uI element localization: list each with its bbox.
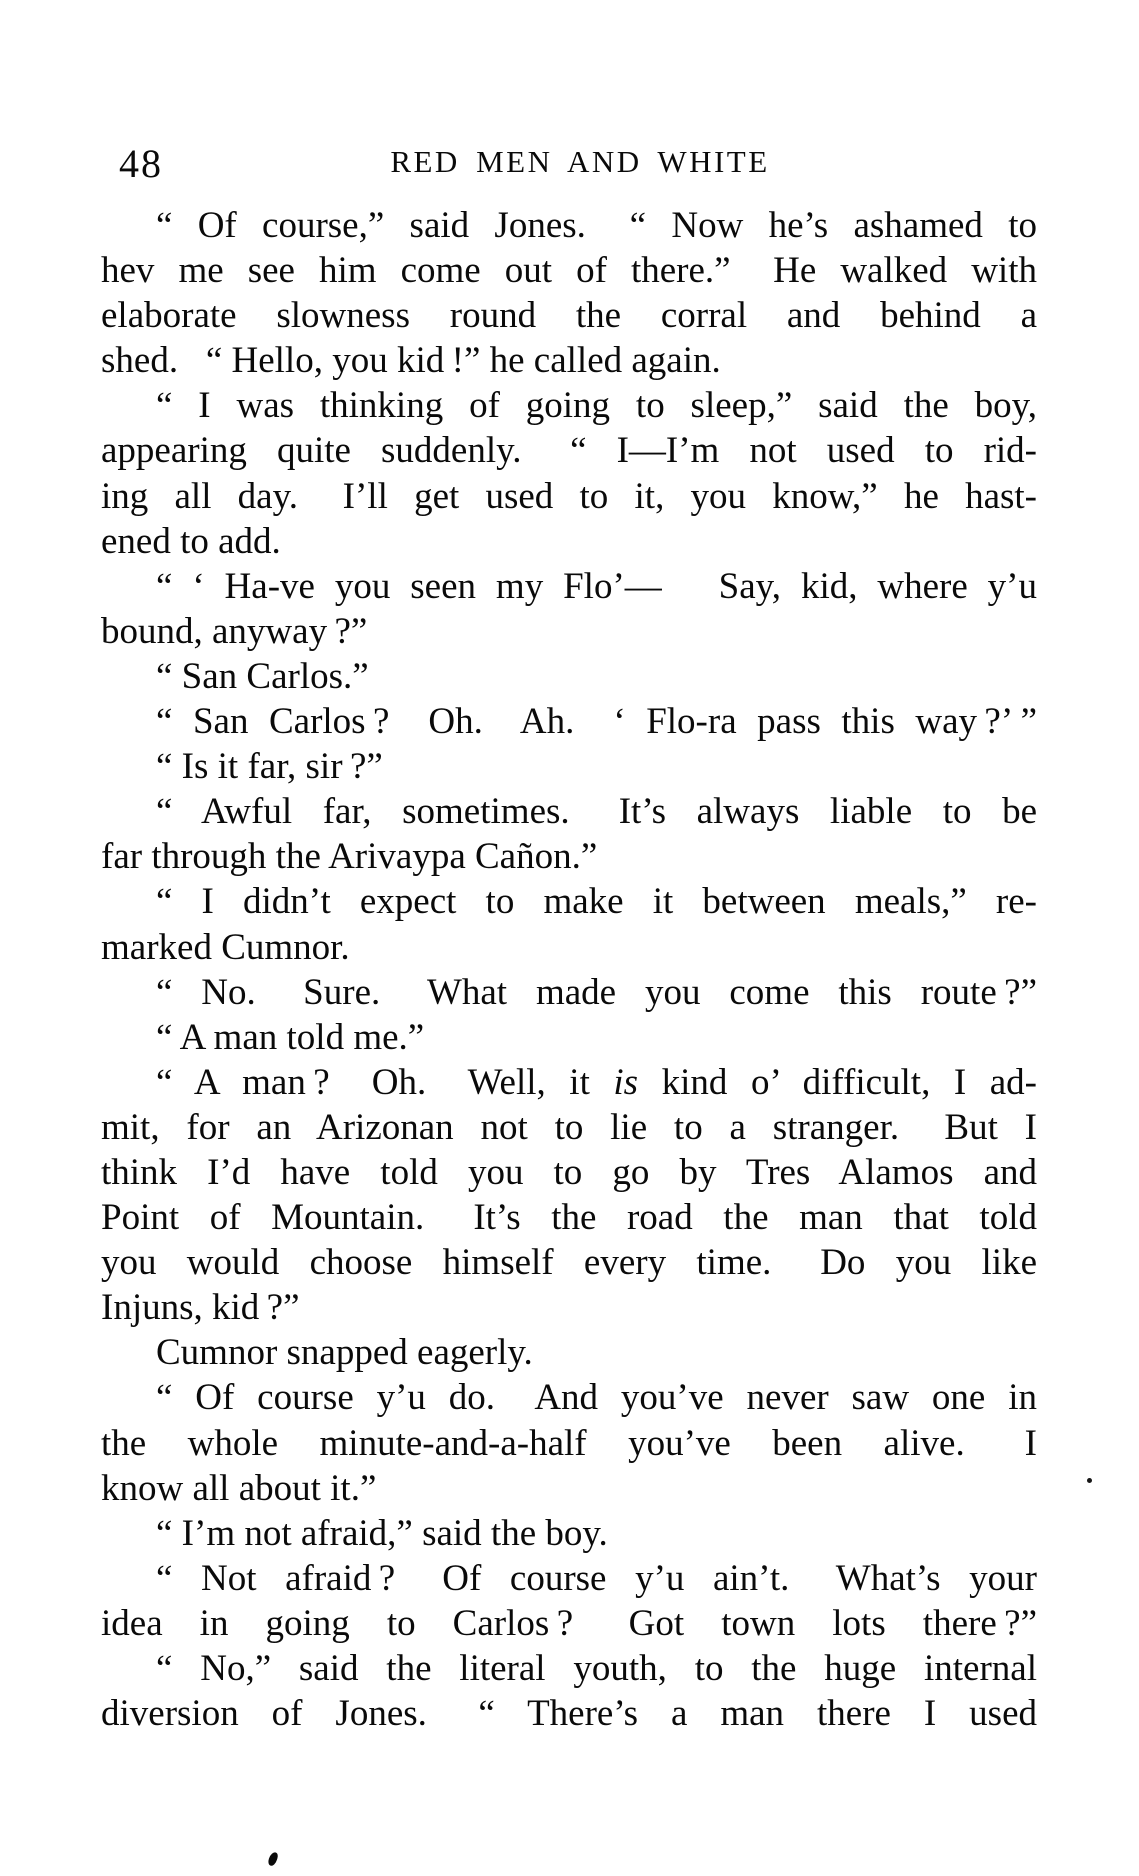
italic-word: is (613, 1061, 639, 1103)
text-line: think I’d have told you to go by Tres Alamos and (101, 1151, 1037, 1193)
text-line: far through the Arivaypa Cañon.” (101, 836, 598, 878)
text-line: hev me see him come out of there.” He walked with (101, 250, 1037, 292)
text-line: “ I didn’t expect to make it between meals,” re- (156, 881, 1037, 923)
text-line: mit, for an Arizonan not to lie to a stranger. But I (101, 1106, 1037, 1148)
text-line: “ Awful far, sometimes. It’s always liable to be (156, 791, 1037, 833)
text-line: Cumnor snapped eagerly. (156, 1332, 533, 1374)
text-line: “ No,” said the literal youth, to the huge internal (156, 1648, 1037, 1689)
text-segment: “ A man ? Oh. Well, it (156, 1061, 614, 1103)
ink-speck (267, 1851, 279, 1867)
text-line: “ ‘ Ha-ve you seen my Flo’— Say, kid, where y’u (156, 565, 1037, 607)
text-line: know all about it.” (101, 1467, 377, 1509)
running-title: RED MEN AND WHITE (390, 144, 770, 179)
text-line: idea in going to Carlos ? Got town lots there ?” (101, 1602, 1037, 1644)
text-line: shed. “ Hello, you kid !” he called again. (101, 340, 721, 382)
text-line: “ Of course,” said Jones. “ Now he’s ashamed to (156, 205, 1037, 246)
text-line: marked Cumnor. (101, 926, 350, 968)
text-line: “ I was thinking of going to sleep,” said the boy, (156, 385, 1037, 427)
text-line: the whole minute-and-a-half you’ve been alive. I (101, 1422, 1037, 1464)
text-line (101, 1060, 1037, 1105)
ink-speck (1087, 1478, 1092, 1483)
text-line: “ A man told me.” (156, 1016, 425, 1058)
text-line: “ Of course y’u do. And you’ve never saw one in (156, 1377, 1037, 1419)
page-body-text (101, 203, 1037, 1736)
text-line: Point of Mountain. It’s the road the man that told (101, 1197, 1037, 1239)
text-segment: kind o’ difficult, I ad- (638, 1061, 1037, 1103)
text-line: diversion of Jones. “ There’s a man there I used (101, 1693, 1037, 1735)
text-line: “ I’m not afraid,” said the boy. (156, 1512, 608, 1554)
text-line: elaborate slowness round the corral and behind a (101, 295, 1037, 337)
text-line: Injuns, kid ?” (101, 1287, 300, 1329)
text-line: “ No. Sure. What made you come this route ?” (156, 971, 1037, 1013)
text-line: ened to add. (101, 520, 281, 562)
text-line: “ San Carlos ? Oh. Ah. ‘ Flo-ra pass this way ?’ ” (156, 701, 1037, 743)
text-line: appearing quite suddenly. “ I—I’m not used to rid- (101, 430, 1037, 472)
text-line: you would choose himself every time. Do you like (101, 1242, 1037, 1284)
page-number: 48 (119, 141, 163, 186)
text-line: ing all day. I’ll get used to it, you know,” he hast- (101, 475, 1037, 517)
text-line: “ San Carlos.” (156, 655, 369, 697)
text-line: “ Not afraid ? Of course y’u ain’t. What’s your (156, 1557, 1037, 1599)
text-line: bound, anyway ?” (101, 610, 368, 652)
text-line: “ Is it far, sir ?” (156, 746, 383, 788)
